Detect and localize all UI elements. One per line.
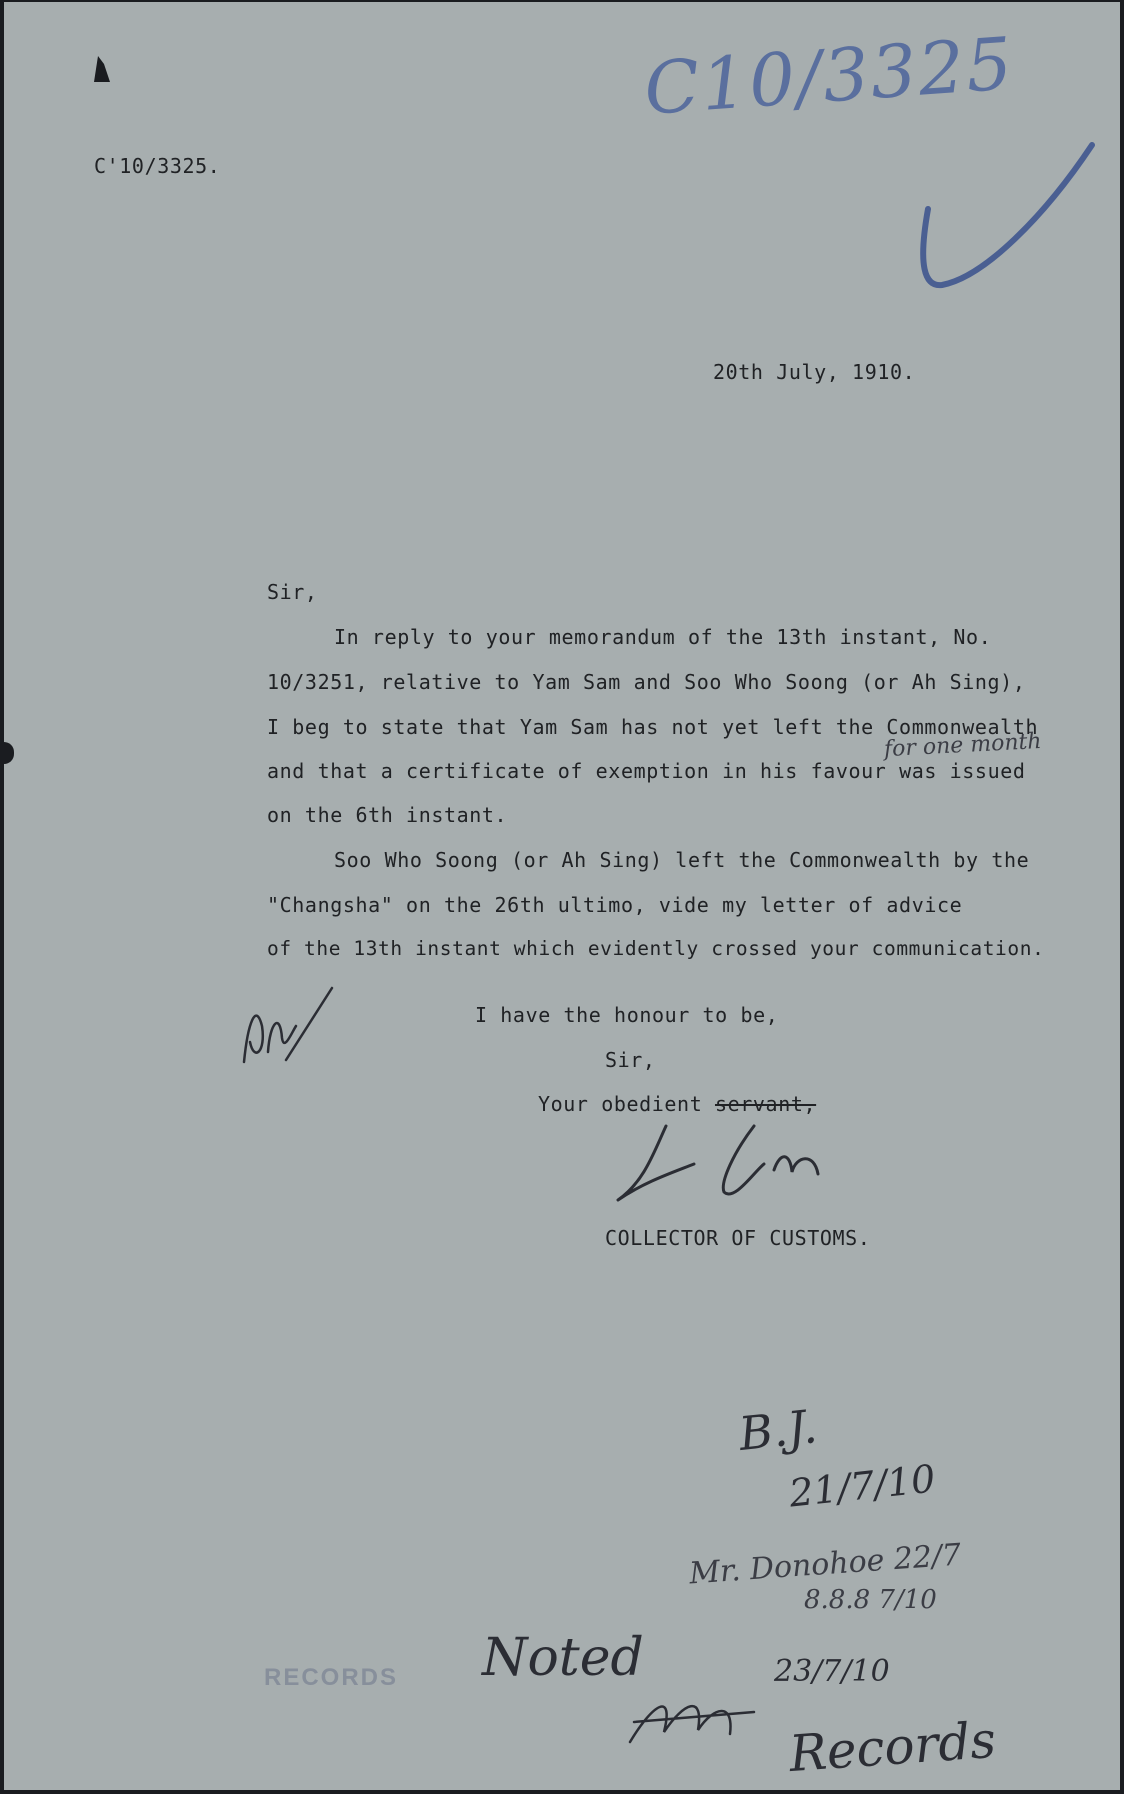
closing-line: I have the honour to be,: [475, 1003, 779, 1027]
records-stamp: RECORDS: [264, 1664, 399, 1691]
noted-annotation: Noted: [482, 1628, 644, 1688]
closing-text: Your obedient: [538, 1092, 715, 1116]
body-line: Soo Who Soong (or Ah Sing) left the Commonwealth by the: [334, 848, 1030, 872]
body-text: favour: [810, 759, 887, 783]
noted-date: 23/7/10: [774, 1654, 890, 1689]
note-ref: [804, 1587, 937, 1613]
body-line: In reply to your memorandum of the 13th instant, No.: [334, 625, 992, 649]
signature-icon: [604, 1112, 904, 1212]
initials-date: 21/7/10: [787, 1456, 938, 1516]
body-line: [267, 761, 1026, 781]
salutation: Sir,: [267, 580, 318, 604]
body-line: 10/3251, relative to Yam Sam and Soo Who Soong (or Ah Sing),: [267, 670, 1026, 694]
body-line: "Changsha" on the 26th ultimo, vide my letter of advice: [267, 893, 963, 917]
closing-line: Sir,: [605, 1048, 656, 1072]
reference-number: C'10/3325.: [94, 154, 221, 178]
body-line: I beg to state that Yam Sam has not yet left the Commonwealth: [267, 715, 1039, 739]
body-text: was issued: [886, 759, 1026, 783]
punch-mark-icon: [86, 52, 116, 88]
signature-title: COLLECTOR OF CUSTOMS.: [605, 1226, 871, 1250]
letter-page: [4, 2, 1120, 1790]
letter-date: 20th July, 1910.: [713, 360, 916, 384]
initials-scribble-icon: [624, 1682, 764, 1752]
body-line: of the 13th instant which evidently crossed your communication.: [267, 937, 1045, 960]
file-number-handwritten: C10/3325: [641, 21, 1017, 131]
note-text: 8.8.8: [804, 1585, 871, 1615]
note-date: 7/10: [878, 1585, 937, 1615]
note-donohoe: [688, 1537, 963, 1592]
closing-line: [538, 1094, 816, 1114]
initials-scribble-icon: [236, 982, 336, 1072]
initials-annotation: B.J.: [736, 1399, 820, 1461]
body-text: and that a certificate of exemption in his: [267, 759, 811, 783]
note-date: 22/7: [892, 1537, 963, 1578]
note-text: Mr. Donohoe: [688, 1542, 886, 1592]
insert-annotation: for one month: [883, 728, 1043, 763]
edge-notch: [0, 742, 14, 764]
struck-text: servant,: [714, 1092, 817, 1116]
records-handwritten: Records: [787, 1710, 998, 1784]
check-mark-icon: [914, 137, 1104, 297]
body-line: on the 6th instant.: [267, 803, 508, 827]
